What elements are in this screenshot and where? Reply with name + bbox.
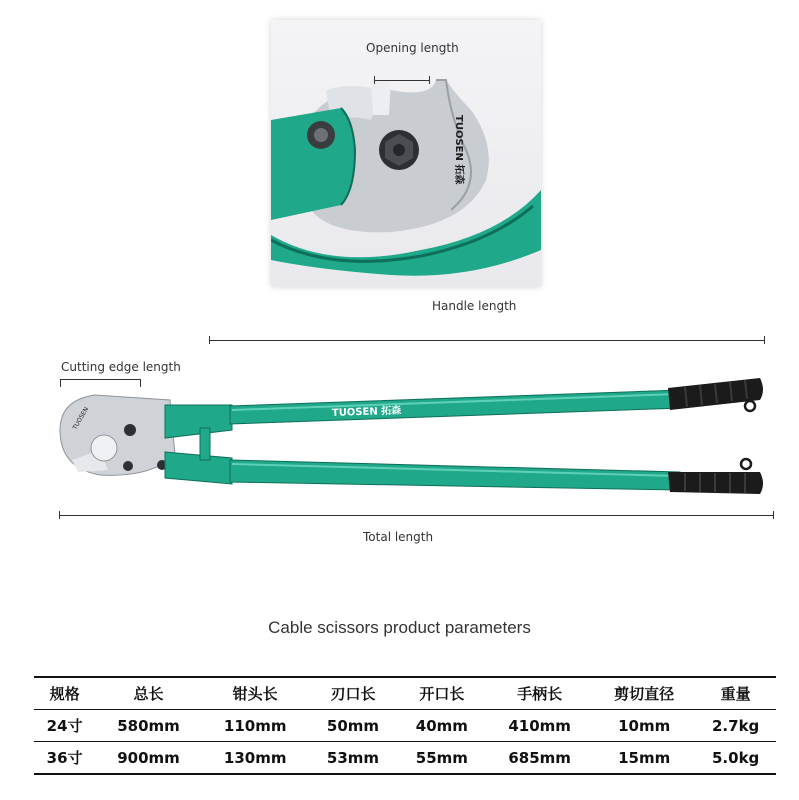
cutting-edge-length-label: Cutting edge length <box>61 360 181 374</box>
total-length-tick-left <box>59 511 60 519</box>
header-cell: 剪切直径 <box>614 685 675 703</box>
header-cell: 开口长 <box>419 685 465 703</box>
header-cell: 手柄长 <box>517 685 563 703</box>
table-header-row <box>34 677 776 710</box>
header-cell: 刃口长 <box>330 685 376 703</box>
handle-length-tick-right <box>764 336 765 344</box>
table-cell: 580mm <box>117 716 180 735</box>
table-row <box>34 710 776 742</box>
table-cell: 5.0kg <box>712 748 760 767</box>
table-cell: 55mm <box>415 748 468 767</box>
header-cell: 规格 <box>49 685 80 703</box>
table-cell: 40mm <box>415 716 468 735</box>
cable-cutter-illustration <box>0 360 799 500</box>
handle-length-dimension <box>209 340 765 341</box>
table-cell: 36寸 <box>46 749 83 767</box>
table-row <box>34 742 776 775</box>
table-cell: 130mm <box>223 748 287 767</box>
table-cell: 15mm <box>618 748 671 767</box>
table-cell: 2.7kg <box>712 716 760 735</box>
svg-text:TUOSEN: TUOSEN <box>71 405 91 431</box>
closeup-brand-text: TUOSEN 拓森 <box>453 115 464 185</box>
parameters-table <box>34 676 776 775</box>
tool-brand-text: TUOSEN 拓森 <box>331 405 402 419</box>
table-cell: 24寸 <box>46 717 83 735</box>
table-cell: 410mm <box>508 716 571 735</box>
header-cell: 重量 <box>720 685 751 703</box>
handle-length-label: Handle length <box>432 299 517 313</box>
opening-length-tick-left <box>374 76 375 84</box>
table-cell: 50mm <box>326 716 380 735</box>
parameters-title: Cable scissors product parameters <box>268 618 531 637</box>
closeup-photo <box>271 20 541 287</box>
total-length-dimension <box>59 515 774 516</box>
header-cell: 钳头长 <box>232 685 278 703</box>
opening-length-label: Opening length <box>366 41 459 55</box>
opening-length-dimension <box>374 80 430 81</box>
table-cell: 53mm <box>326 748 380 767</box>
opening-length-tick-right <box>429 76 430 84</box>
total-length-label: Total length <box>363 530 434 544</box>
table-cell: 110mm <box>223 716 287 735</box>
handle-length-tick-left <box>209 336 210 344</box>
table-cell: 900mm <box>117 748 180 767</box>
cutter-head-closeup-illustration <box>271 20 541 287</box>
table-cell: 10mm <box>618 716 671 735</box>
table-cell: 685mm <box>508 748 571 767</box>
header-cell: 总长 <box>133 685 164 703</box>
total-length-tick-right <box>773 511 774 519</box>
